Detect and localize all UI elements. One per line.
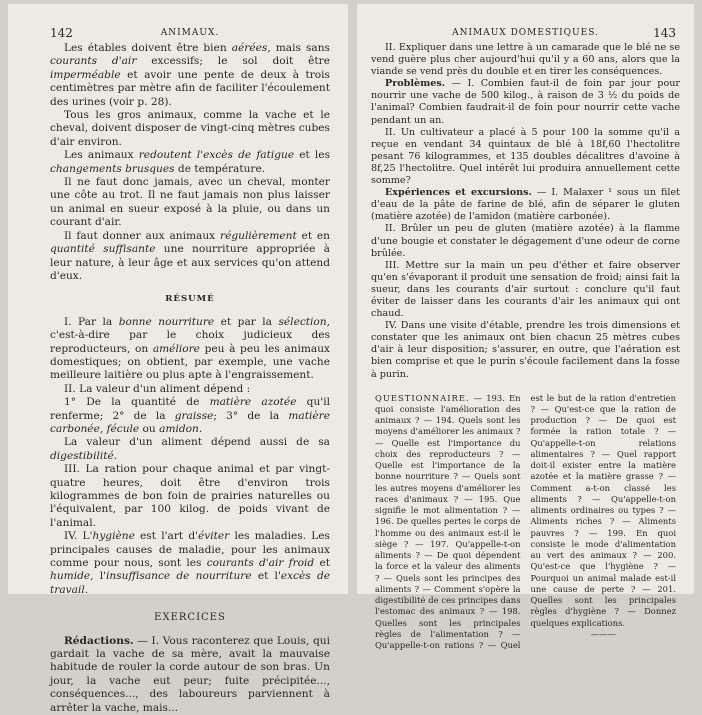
emphasis: imperméable xyxy=(50,68,121,81)
text-paragraph: Il ne faut donc jamais, avec un cheval, monter une côte au trot. Il ne faut jamais non plus laisser un animal en sueur exposé à la pluie, ou dans un courant d'air. xyxy=(50,176,330,229)
redaction-2-paragraph: II. Expliquer dans une lettre à un camarade que le blé ne se vend guère plus cher aujourd'hui qu'il y a 60 ans, alors que la viande se vend près du double et en tirer les conséquences. xyxy=(371,42,680,78)
resume-list xyxy=(50,316,330,598)
problemes-text: — I. Combien faut-il de foin par jour pour nourrir une vache de 500 kilog., à raison de 3 ½ du poids de l'animal? Combien faudrait-il de foin pour nourrir cette vache pendant un an. xyxy=(371,78,680,126)
text-paragraph: I. Par la bonne nourriture et par la sélection, c'est-à-dire par le choix judicieux des reproducteurs, on améliore peu à peu les animaux domestiques; on obtient, par exemple, une vache meilleure laitière ou plus apte à l'engraissement. xyxy=(50,315,331,382)
emphasis: courants d'air froid xyxy=(206,557,315,570)
experiences-text: — I. Malaxer ¹ sous un filet d'eau de la pâte de farine de blé, afin de séparer le gluten (matière azotée) de l'amidon (matière carbonée). xyxy=(371,187,680,223)
emphasis: insuffisance de nourriture xyxy=(106,570,252,583)
end-dash: ——— xyxy=(590,628,616,639)
emphasis: aérées xyxy=(231,42,268,54)
experience-item: IV. Dans une visite d'étable, prendre les trois dimensions et constater que les animaux ont bien chacun 25 mètres cubes d'air à leur disposition; s'assurer, en outre, que l'aération est bien comprise et que le purin s'écoule facilement dans la fosse à purin. xyxy=(371,320,680,380)
questionnaire xyxy=(371,393,680,652)
experience-item: II. Brûler un peu de gluten (matière azotée) à la flamme d'une bougie et constater le dégagement d'une odeur de corne brûlée. xyxy=(371,223,680,259)
text-paragraph: 1° De la quantité de matière azotée qu'il renferme; 2° de la graisse; 3° de la matière carbonée, fécule ou amidon. xyxy=(50,396,330,435)
text-paragraph: Les animaux redoutent l'excès de fatigue et les changements brusques de température. xyxy=(50,149,331,175)
right-page xyxy=(357,4,694,651)
right-body xyxy=(371,42,680,381)
questionnaire-text: — 193. En quoi consiste l'amélioration des animaux ? — 194. Quels sont les moyens d'améliorer les animaux ? — Quelle est l'importance du choix des reproducteurs ? — Quelle est l'importance de la bonne nourriture ? — Quels sont les autres moyens d'améliorer les races d'animaux ? — 195. Que signifie le mot alimentation ? — 196. De quelles pertes le corps de l'homme ou des animaux est-il le siège ? — 197. Qu'appelle-t-on aliments ? — De quoi dépendent la force et la valeur des aliments ? — Quels sont les principes des aliments ? — Comment s'opère la digestibilité de ces principes dans l'estomac des animaux ? — 198. Quelles sont les principales règles de l'alimentation ? — Qu'appelle-t-on rations ? — Quel est le but de la ration d'entretien ? — Qu'est-ce que la ration de production ? — De quoi est formée la ration totale ? — Qu'appelle-t-on relations alimentaires ? — Quel rapport doit-il exister entre la matière azotée et la matière grasse ? — Comment a-t-on classé les aliments ? — Qu'appelle-t-on aliments ordinaires ou types ? — Aliments riches ? — Aliments pauvres ? — 199. En quoi consiste le mode d'alimentation au vert des animaux ? — 200. Qu'est-ce que l'hygiène ? — Pourquoi un animal malade est-il une cause de perte ? — 201. Quelles sont les principales règles d'hygiène ? — Donnez quelques explications. xyxy=(375,392,676,651)
left-body xyxy=(50,42,330,715)
emphasis: hygiène xyxy=(92,530,135,543)
emphasis: humide xyxy=(50,570,91,583)
resume-heading: RÉSUMÉ xyxy=(165,294,215,305)
emphasis: bonne nourriture xyxy=(118,315,215,328)
emphasis: excès de travail xyxy=(50,570,331,596)
text-paragraph: II. La valeur d'un aliment dépend : xyxy=(64,382,251,395)
text-paragraph: Tous les gros animaux, comme la vache et le cheval, doivent disposer de vingt-cinq mètres cubes d'air environ. xyxy=(50,109,330,148)
emphasis: matière carbonée, fécule xyxy=(50,409,330,435)
redaction-text: — I. Vous raconterez que Louis, qui gardait la vache de sa mère, avait la mauvaise habitude de rouler la corde autour de son bras. Un jour, la vache eut peur; fuite précipitée..., conséquences..., des laboureurs parviennent à arrêter la vache, mais... xyxy=(50,634,330,714)
text-paragraph: Les étables doivent être bien aérées, mais sans courants d'air excessifs; le sol doit être imperméable et avoir une pente de deux à trois centimètres par mètre afin de faciliter l'écoulement des urines (voir p. 28). xyxy=(50,42,330,108)
left-page xyxy=(8,4,348,714)
emphasis: quantité suffisante xyxy=(50,243,156,256)
problemes-paragraph xyxy=(371,78,680,126)
page-number: 142 xyxy=(50,26,73,40)
emphasis: digestibilité xyxy=(50,449,114,462)
text-paragraph: La valeur d'un aliment dépend aussi de sa digestibilité. xyxy=(50,436,330,462)
text-paragraph: IV. L'hygiène est l'art d'éviter les maladies. Les principales causes de maladie, pour les animaux comme pour nous, sont les courants d'air froid et humide, l'insuffisance de nourriture et l'excès de travail. xyxy=(50,530,331,596)
emphasis: matière azotée xyxy=(209,396,297,409)
experiences-label: Expériences et excursions. xyxy=(385,187,532,199)
emphasis: amidon xyxy=(159,422,199,435)
emphasis: régulièrement xyxy=(220,229,297,242)
running-head-title: ANIMAUX DOMESTIQUES. xyxy=(452,28,599,38)
problemes-label: Problèmes. xyxy=(385,78,446,90)
experiences-paragraph xyxy=(371,187,680,223)
text-paragraph: III. La ration pour chaque animal et par vingt-quatre heures, doit être d'environ trois kilogrammes de bon foin de prairies naturelles ou l'équivalent, par 100 kilog. de poids vivant de l'animal. xyxy=(50,463,330,529)
text-paragraph: Il faut donner aux animaux régulièrement et en quantité suffisante une nourriture appropriée à leur nature, à leur âge et aux services qu'on attend d'eux. xyxy=(50,229,331,282)
redaction-paragraph xyxy=(50,635,330,715)
exercices-heading: EXERCICES xyxy=(154,612,226,624)
main-paragraphs xyxy=(50,42,330,283)
running-head xyxy=(50,24,330,42)
emphasis: graisse xyxy=(174,409,214,422)
emphasis: éviter xyxy=(198,530,230,543)
emphasis: changements brusques xyxy=(50,162,175,175)
running-head xyxy=(371,24,680,42)
running-head-title: ANIMAUX. xyxy=(160,28,220,38)
emphasis: redoutent l'excès de fatigue xyxy=(138,149,295,162)
emphasis: sélection xyxy=(278,315,327,328)
emphasis: améliore xyxy=(152,342,200,355)
experience-item: III. Mettre sur la main un peu d'éther et faire observer qu'en s'évaporant il produit une sensation de froid; ainsi fait la sueur, dans les courants d'air surtout : conclure qu'il faut éviter de laisser dans les courants d'air les animaux qui ont chaud. xyxy=(371,259,680,320)
page-number: 143 xyxy=(653,26,676,40)
questionnaire-label: QUESTIONNAIRE. xyxy=(375,392,470,403)
redaction-label: Rédactions. xyxy=(64,634,134,647)
emphasis: courants d'air xyxy=(50,55,137,68)
probleme-2-paragraph: II. Un cultivateur a placé à 5 pour 100 la somme qu'il a reçue en vendant 34 quintaux de blé à 18f,60 l'hectolitre pesant 76 kilogrammes, et 135 doubles décalitres d'avoine à 8f,25 l'hectolitre. Quel intérêt lui produira annuellement cette somme? xyxy=(371,126,680,187)
questionnaire-text-block xyxy=(375,393,676,652)
